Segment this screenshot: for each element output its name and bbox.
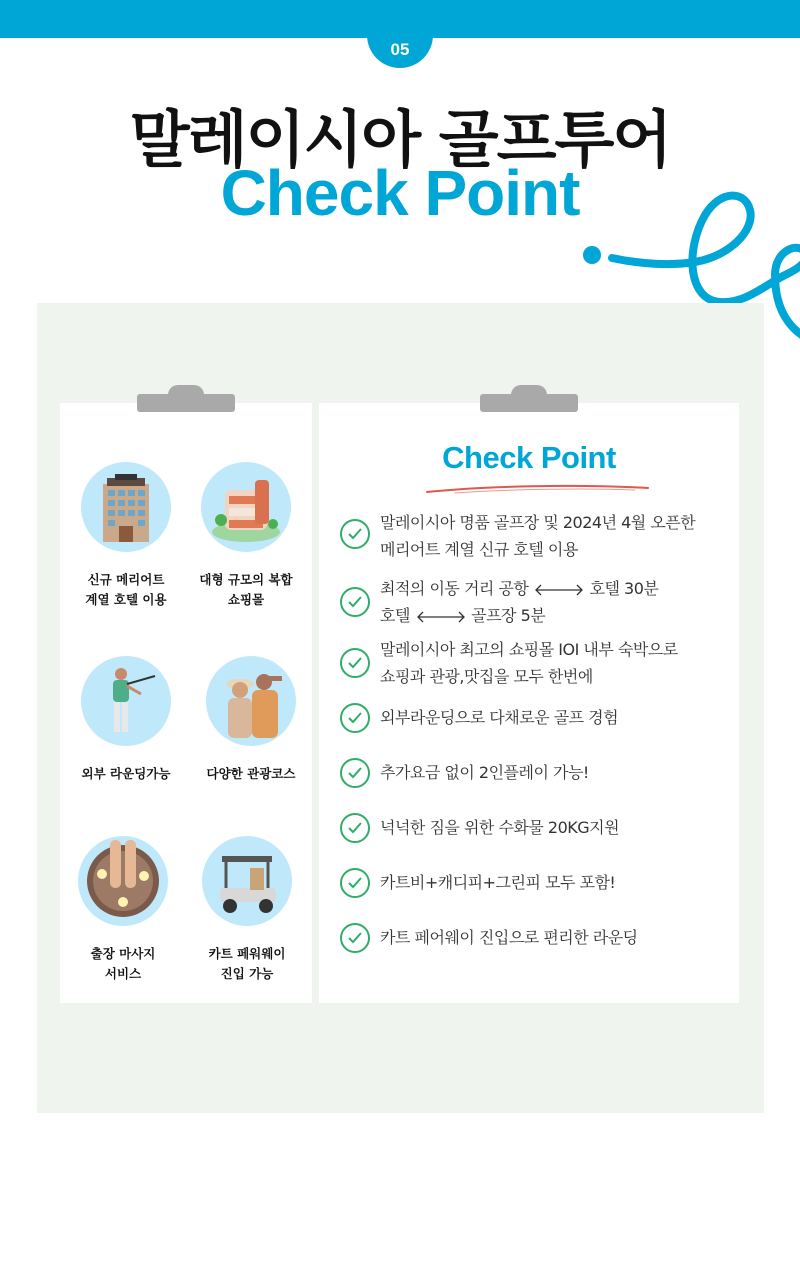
hotel-icon <box>81 462 171 552</box>
feature-label-line2: 진입 가능 <box>220 966 274 981</box>
checkpoint-text-line2: 쇼핑과 관광,맛집을 모두 한번에 <box>380 667 593 686</box>
feature-label-line1: 대형 규모의 복합 <box>199 572 293 587</box>
check-circle-icon <box>340 758 370 788</box>
feature-label-line2: 서비스 <box>104 966 142 981</box>
clipboard-clip-right <box>480 394 578 412</box>
checkpoint-text-line1: 추가요금 없이 2인플레이 가능! <box>380 763 589 782</box>
page-number-badge: 05 <box>367 22 433 68</box>
checkpoint-text-line1: 말레이시아 명품 골프장 및 2024년 4월 오픈한 <box>380 513 696 532</box>
checkpoint-text-line1: 외부라운딩으로 다채로운 골프 경험 <box>380 708 619 727</box>
feature-golf-cart <box>187 836 307 984</box>
red-underline-icon <box>425 480 650 496</box>
feature-shopping-mall <box>186 462 306 610</box>
checkpoint-text-line2a: 호텔 <box>380 606 410 625</box>
checkpoint-text-line1: 카트비+캐디피+그린피 모두 포함! <box>380 873 616 892</box>
checkpoint-text-line1: 말레이시아 최고의 쇼핑몰 IOI 내부 숙박으로 <box>380 640 678 659</box>
check-circle-icon <box>340 519 370 549</box>
double-arrow-icon <box>417 611 465 623</box>
clipboard-clip-left <box>137 394 235 412</box>
double-arrow-icon <box>535 584 583 596</box>
massage-icon <box>78 836 168 926</box>
feature-massage <box>63 836 183 984</box>
feature-label-line1: 신규 메리어트 <box>87 572 165 587</box>
check-circle-icon <box>340 868 370 898</box>
check-circle-icon <box>340 813 370 843</box>
feature-label-line1: 다양한 관광코스 <box>206 766 296 781</box>
checkpoint-text-line1b: 호텔 30분 <box>589 579 659 598</box>
checkpoint-text-line1a: 최적의 이동 거리 공항 <box>380 579 529 598</box>
check-circle-icon <box>340 703 370 733</box>
feature-label-line2: 쇼핑몰 <box>227 592 265 607</box>
page-title-korean: 말레이시아 골프투어 <box>129 103 671 176</box>
check-circle-icon <box>340 587 370 617</box>
feature-golfer <box>66 656 186 784</box>
check-circle-icon <box>340 923 370 953</box>
shopping-mall-icon <box>201 462 291 552</box>
checkpoint-text-line2b: 골프장 5분 <box>471 606 546 625</box>
feature-hotel <box>66 462 186 610</box>
check-circle-icon <box>340 648 370 678</box>
feature-label-line2: 계열 호텔 이용 <box>85 592 167 607</box>
checkpoint-text-line1: 카트 페어웨이 진입으로 편리한 라운딩 <box>380 928 638 947</box>
feature-tourists <box>191 656 311 784</box>
checkpoint-text-line1: 넉넉한 짐을 위한 수화물 20KG지원 <box>380 818 620 837</box>
checkpoint-title: Check Point <box>442 440 616 475</box>
feature-label-line1: 외부 라운딩가능 <box>81 766 171 781</box>
page-title-english: Check Point <box>220 157 580 229</box>
feature-label-line1: 출장 마사지 <box>90 946 156 961</box>
tourists-icon <box>206 656 296 746</box>
golfer-icon <box>81 656 171 746</box>
checkpoint-text-line2: 메리어트 계열 신규 호텔 이용 <box>380 540 578 559</box>
feature-label-line1: 카트 페워웨이 <box>208 946 286 961</box>
golf-cart-icon <box>202 836 292 926</box>
